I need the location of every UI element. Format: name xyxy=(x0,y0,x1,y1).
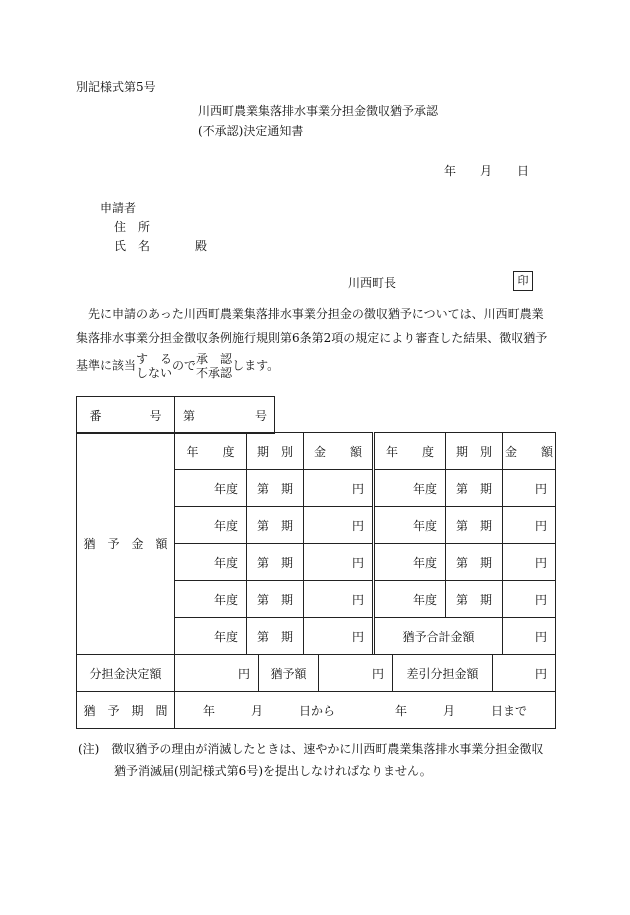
choice-not-applies: しない xyxy=(136,366,173,380)
amounts-row xyxy=(77,655,556,692)
amount-cell: 円 xyxy=(304,470,374,507)
note-text-1: 徴収猶予の理由が消滅したときは、速やかに川西町農業集落排水事業分担金徴収 xyxy=(111,742,544,756)
amount-cell: 円 xyxy=(503,544,556,581)
amount-cell: 円 xyxy=(503,470,556,507)
applicant-label: 申請者 xyxy=(100,201,137,215)
period-cell: 第 期 xyxy=(247,507,304,544)
decided-amount-value: 円 xyxy=(175,655,259,692)
period-cell: 第 期 xyxy=(247,618,304,655)
period-cell: 第 期 xyxy=(446,544,503,581)
amount-cell: 円 xyxy=(503,581,556,618)
note-mark: (注) xyxy=(78,742,100,756)
amount-cell: 円 xyxy=(304,581,374,618)
decided-amount-label: 分担金決定額 xyxy=(77,655,175,692)
body-line-2: 集落排水事業分担金徴収条例施行規則第6条第2項の規定により審査した結果、徴収猶予 xyxy=(76,331,548,345)
applicant-name-label: 氏 名 xyxy=(114,239,151,253)
approval-choice xyxy=(196,352,232,380)
year-cell: 年度 xyxy=(175,618,247,655)
title-line-1: 川西町農業集落排水事業分担金徴収猶予承認 xyxy=(198,104,439,118)
header-year: 年 度 xyxy=(175,433,247,470)
amount-cell: 円 xyxy=(304,618,374,655)
grace-label: 猶予額 xyxy=(259,655,319,692)
body-text xyxy=(76,302,554,380)
header-amount: 金 額 xyxy=(304,433,374,470)
grace-period-value: 年 月 日から 年 月 日まで xyxy=(175,692,556,729)
number-label: 番 号 xyxy=(77,397,175,434)
period-row xyxy=(77,692,556,729)
choice-applies: す る xyxy=(136,352,173,366)
grace-total-label: 猶予合計金額 xyxy=(374,618,503,655)
honorific: 殿 xyxy=(195,239,208,253)
period-cell: 第 期 xyxy=(247,544,304,581)
year-cell: 年度 xyxy=(374,581,446,618)
period-cell: 第 期 xyxy=(446,507,503,544)
seal-mark: 印 xyxy=(513,271,533,291)
period-cell: 第 期 xyxy=(247,470,304,507)
grace-value: 円 xyxy=(319,655,393,692)
body-line-1: 先に申請のあった川西町農業集落排水事業分担金の徴収猶予については、川西町農業 xyxy=(88,307,544,321)
year-cell: 年度 xyxy=(175,581,247,618)
note-line-1 xyxy=(78,738,558,760)
number-value: 第 号 xyxy=(175,397,275,434)
deducted-amount-value: 円 xyxy=(493,655,556,692)
grace-amount-table xyxy=(76,432,556,655)
summary-table xyxy=(76,654,556,729)
body-suffix: します。 xyxy=(232,358,280,373)
date-month: 月 xyxy=(480,164,493,178)
year-cell: 年度 xyxy=(374,507,446,544)
amount-cell: 円 xyxy=(304,507,374,544)
period-cell: 第 期 xyxy=(446,470,503,507)
body-line-3-prefix: 基準に該当 xyxy=(76,358,137,373)
choice-approve: 承 認 xyxy=(196,352,233,366)
year-cell: 年度 xyxy=(175,470,247,507)
header-period: 期 別 xyxy=(446,433,503,470)
year-cell: 年度 xyxy=(374,544,446,581)
title-line-2: (不承認)決定通知書 xyxy=(198,124,304,138)
form-number: 別記様式第5号 xyxy=(76,80,156,94)
note xyxy=(78,738,558,782)
header-year: 年 度 xyxy=(374,433,446,470)
year-cell: 年度 xyxy=(175,507,247,544)
body-line-3 xyxy=(76,352,554,380)
grace-period-label: 猶 予 期 間 xyxy=(77,692,175,729)
date-day: 日 xyxy=(517,164,530,178)
header-amount: 金 額 xyxy=(503,433,556,470)
amount-cell: 円 xyxy=(304,544,374,581)
body-mid: ので xyxy=(172,358,197,373)
year-cell: 年度 xyxy=(175,544,247,581)
period-cell: 第 期 xyxy=(446,581,503,618)
grace-total-amount: 円 xyxy=(503,618,556,655)
year-cell: 年度 xyxy=(374,470,446,507)
applicability-choice xyxy=(136,352,172,380)
date-year: 年 xyxy=(444,164,457,178)
grace-amount-label: 猶 予 金 額 xyxy=(77,433,175,655)
period-cell: 第 期 xyxy=(247,581,304,618)
issuer: 川西町長 xyxy=(348,276,397,290)
number-table xyxy=(76,396,275,434)
applicant-address-label: 住 所 xyxy=(114,220,151,234)
note-line-2: 猶予消滅届(別記様式第6号)を提出しなければなりません。 xyxy=(114,764,432,778)
deducted-amount-label: 差引分担金額 xyxy=(393,655,493,692)
header-row xyxy=(77,433,556,470)
amount-cell: 円 xyxy=(503,507,556,544)
header-period: 期 別 xyxy=(247,433,304,470)
choice-disapprove: 不承認 xyxy=(196,366,233,380)
